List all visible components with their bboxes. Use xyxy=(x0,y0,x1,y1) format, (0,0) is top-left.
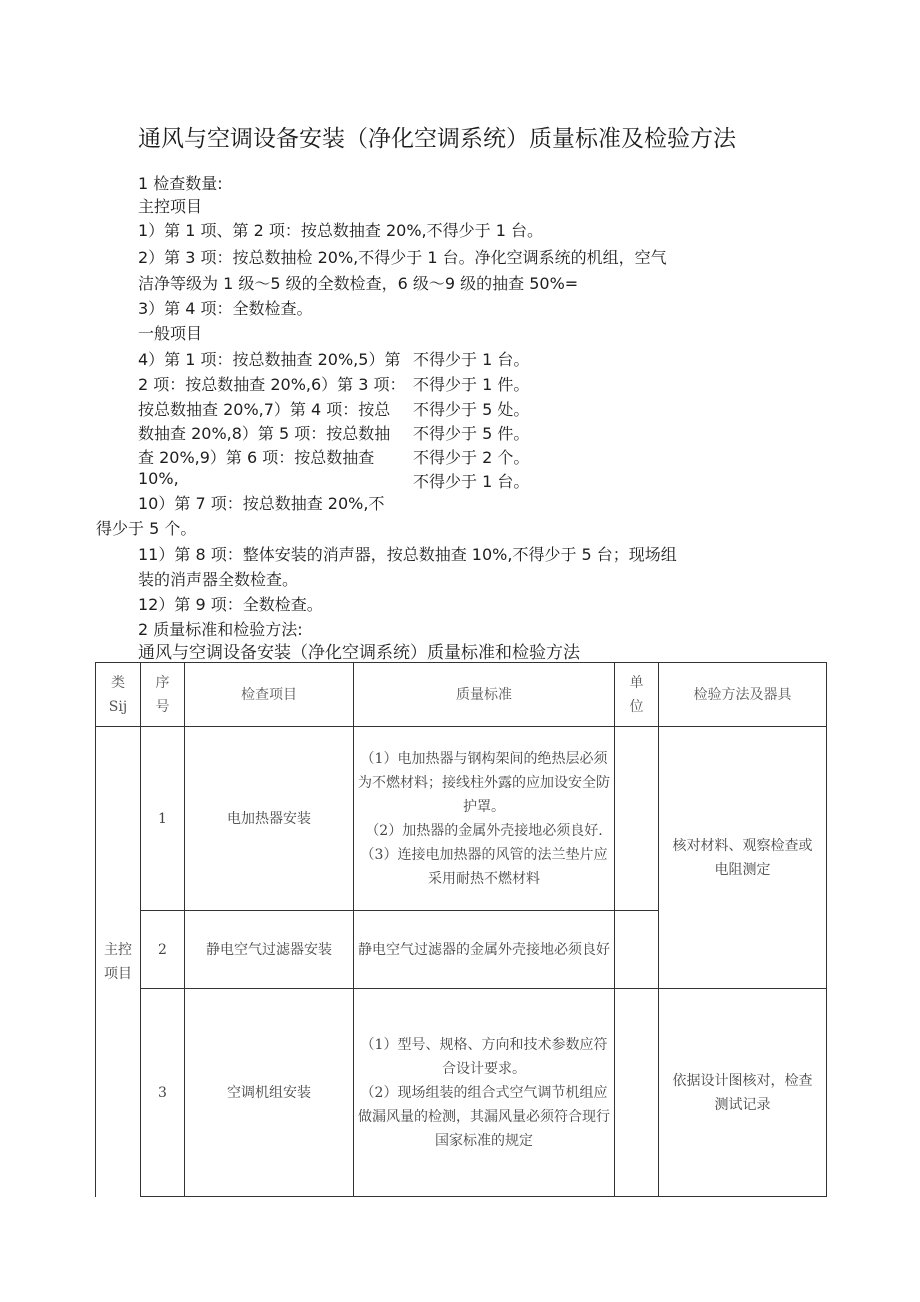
general-left-line: 10%, xyxy=(138,469,179,488)
general-right-line: 不得少于 2 个。 xyxy=(413,448,530,467)
standard-line: （3）连接电加热器的风管的法兰垫片应采用耐热不燃材料 xyxy=(360,846,608,887)
header-seq-b: 号 xyxy=(155,698,170,715)
general-left-line: 按总数抽查 20%,7）第 4 项：按总 xyxy=(138,400,391,419)
header-category-b: Sij xyxy=(108,698,128,715)
general-left-line: 2 项：按总数抽查 20%,6）第 3 项： xyxy=(138,375,406,394)
header-category xyxy=(96,663,141,727)
table-header-row xyxy=(96,663,827,727)
main-items-label: 主控项目 xyxy=(138,197,203,216)
general-right-line: 不得少于 5 处。 xyxy=(413,400,530,419)
general-right-line: 不得少于 1 件。 xyxy=(413,375,530,394)
header-item: 检查项目 xyxy=(185,663,354,727)
row-standard xyxy=(354,989,615,1197)
general-right-line: 不得少于 1 台。 xyxy=(413,350,530,369)
item-11-cont: 装的消声器全数检查。 xyxy=(138,570,299,589)
main-item-1: 1）第 1 项、第 2 项：按总数抽查 20%,不得少于 1 台。 xyxy=(138,221,543,240)
header-unit-a: 单 xyxy=(629,674,644,691)
row-standard xyxy=(354,727,615,911)
header-method: 检验方法及器具 xyxy=(659,663,827,727)
row-standard xyxy=(354,911,615,989)
row-method: 核对材料、观察检查或电阻测定 xyxy=(659,727,827,989)
standard-line: （2）加热器的金属外壳接地必须良好. xyxy=(365,822,603,839)
general-right-line: 不得少于 5 件。 xyxy=(413,424,530,443)
section2-heading: 2 质量标准和检验方法: xyxy=(138,620,303,639)
header-unit xyxy=(615,663,659,727)
page-title: 通风与空调设备安装（净化空调系统）质量标准及检验方法 xyxy=(138,126,736,152)
general-left-line: 数抽查 20%,8）第 5 项：按总数抽 xyxy=(138,424,391,443)
row-item: 静电空气过滤器安装 xyxy=(185,911,354,989)
main-item-2-cont: 洁净等级为 1 级～5 级的全数检查，6 级～9 级的抽查 50%= xyxy=(138,274,579,293)
item-10-cont: 得少于 5 个。 xyxy=(96,519,197,538)
main-item-3: 3）第 4 项：全数检查。 xyxy=(138,299,313,318)
standard-line: （1）型号、规格、方向和技术参数应符合设计要求。 xyxy=(360,1036,608,1077)
row-unit xyxy=(615,989,659,1197)
section1-heading: 1 检查数量: xyxy=(138,174,223,193)
quality-table xyxy=(95,662,827,1197)
standard-line: 静电空气过滤器的金属外壳接地必须良好 xyxy=(358,941,610,958)
row-method: 依据设计图核对，检查测试记录 xyxy=(659,989,827,1197)
header-unit-b: 位 xyxy=(629,698,644,715)
row-seq: 1 xyxy=(141,727,185,911)
item-12: 12）第 9 项：全数检查。 xyxy=(138,595,323,614)
standard-line: （2）现场组装的组合式空气调节机组应做漏风量的检测，其漏风量必须符合现行国家标准的规定 xyxy=(358,1084,610,1149)
standard-line: （1）电加热器与钢构架间的绝热层必须为不燃材料；接线柱外露的应加设安全防护罩。 xyxy=(358,750,610,815)
general-left-line: 4）第 1 项：按总数抽查 20%,5）第 xyxy=(138,350,401,369)
row-seq: 3 xyxy=(141,989,185,1197)
item-10: 10）第 7 项：按总数抽查 20%,不 xyxy=(138,494,385,513)
main-item-2: 2）第 3 项：按总数抽检 20%,不得少于 1 台。净化空调系统的机组，空气 xyxy=(138,248,667,267)
header-category-a: 类 xyxy=(111,674,125,691)
row-unit xyxy=(615,911,659,989)
header-standard: 质量标准 xyxy=(354,663,615,727)
row-item: 电加热器安装 xyxy=(185,727,354,911)
general-left-line: 查 20%,9）第 6 项：按总数抽查 xyxy=(138,448,375,467)
header-seq-a: 序 xyxy=(155,674,170,691)
general-items-label: 一般项目 xyxy=(138,324,203,343)
category-cell: 主控项目 xyxy=(96,727,141,1197)
table-caption: 通风与空调设备安装（净化空调系统）质量标准和检验方法 xyxy=(138,643,580,663)
table-row xyxy=(96,989,827,1197)
row-unit xyxy=(615,727,659,911)
row-item: 空调机组安装 xyxy=(185,989,354,1197)
header-seq xyxy=(141,663,185,727)
item-11: 11）第 8 项：整体安装的消声器，按总数抽查 10%,不得少于 5 台；现场组 xyxy=(138,545,677,564)
table-row xyxy=(96,727,827,911)
general-right-line: 不得少于 1 台。 xyxy=(413,472,530,491)
row-seq: 2 xyxy=(141,911,185,989)
